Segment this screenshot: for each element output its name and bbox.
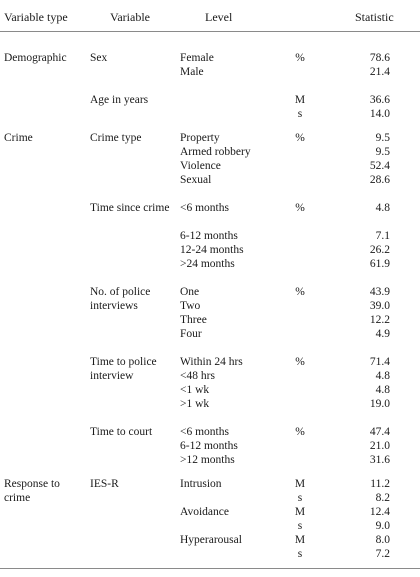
level-cell: Violence	[180, 160, 221, 172]
header-variable-type: Variable type	[4, 10, 68, 24]
variable-type-cell: Response to crime	[4, 478, 60, 504]
level-cell: 6-12 months	[180, 440, 238, 452]
statistic-type-cell: M	[294, 506, 306, 518]
level-cell: Property	[180, 132, 220, 144]
statistic-type-cell: M	[294, 94, 306, 106]
variable-cell: Crime type	[90, 132, 142, 144]
level-cell: 12-24 months	[180, 244, 244, 256]
statistic-value-cell: 71.4	[369, 356, 390, 368]
statistic-value-cell: 11.2	[370, 478, 390, 490]
statistic-value-cell: 7.2	[375, 548, 390, 560]
statistic-type-cell: s	[297, 548, 303, 560]
statistic-type-cell: M	[294, 534, 306, 546]
statistic-type-cell: %	[295, 52, 305, 64]
statistic-type-cell: %	[295, 426, 305, 438]
variable-cell: No. of police interviews	[90, 286, 151, 312]
level-cell: <6 months	[180, 426, 229, 438]
level-cell: >12 months	[180, 454, 235, 466]
header-statistic: Statistic	[355, 10, 394, 24]
variable-type-cell: Crime	[4, 132, 33, 144]
level-cell: Sexual	[180, 174, 212, 186]
statistic-value-cell: 21.0	[369, 440, 390, 452]
level-cell: <1 wk	[180, 384, 210, 396]
variable-cell: Time since crime	[90, 202, 170, 214]
statistic-type-cell: %	[295, 286, 305, 298]
statistic-value-cell: 4.9	[375, 328, 390, 340]
bottom-rule	[0, 568, 420, 569]
statistic-value-cell: 47.4	[369, 426, 390, 438]
level-cell: Intrusion	[180, 478, 222, 490]
statistic-value-cell: 14.0	[369, 108, 390, 120]
level-cell: Hyperarousal	[180, 534, 242, 546]
level-cell: One	[180, 286, 200, 298]
statistic-value-cell: 36.6	[369, 94, 390, 106]
statistic-value-cell: 26.2	[369, 244, 390, 256]
statistic-value-cell: 4.8	[375, 370, 390, 382]
level-cell: Armed robbery	[180, 146, 251, 158]
level-cell: >1 wk	[180, 398, 210, 410]
variable-cell: Sex	[90, 52, 108, 64]
statistic-value-cell: 12.4	[369, 506, 390, 518]
statistic-value-cell: 9.0	[375, 520, 390, 532]
variable-cell: Age in years	[90, 94, 149, 106]
variable-cell: IES-R	[90, 478, 119, 490]
statistic-type-cell: s	[297, 520, 303, 532]
statistic-type-cell: s	[297, 492, 303, 504]
level-cell: Four	[180, 328, 202, 340]
statistic-value-cell: 9.5	[375, 132, 390, 144]
statistic-value-cell: 39.0	[369, 300, 390, 312]
header-level: Level	[205, 10, 233, 24]
level-cell: 6-12 months	[180, 230, 238, 242]
statistic-value-cell: 31.6	[369, 454, 390, 466]
statistic-value-cell: 78.6	[369, 52, 390, 64]
statistic-value-cell: 28.6	[369, 174, 390, 186]
statistic-type-cell: %	[295, 356, 305, 368]
statistic-value-cell: 19.0	[369, 398, 390, 410]
header-rule	[0, 31, 420, 32]
statistic-type-cell: M	[294, 478, 306, 490]
level-cell: <48 hrs	[180, 370, 215, 382]
statistic-type-cell: %	[295, 202, 305, 214]
statistic-value-cell: 21.4	[369, 66, 390, 78]
statistic-value-cell: 4.8	[375, 202, 390, 214]
level-cell: Avoidance	[180, 506, 229, 518]
level-cell: Within 24 hrs	[180, 356, 243, 368]
statistic-value-cell: 8.2	[375, 492, 390, 504]
statistic-value-cell: 43.9	[369, 286, 390, 298]
statistic-value-cell: 4.8	[375, 384, 390, 396]
statistic-type-cell: s	[297, 108, 303, 120]
level-cell: Female	[180, 52, 214, 64]
header-variable: Variable	[110, 10, 150, 24]
level-cell: Three	[180, 314, 207, 326]
statistic-value-cell: 61.9	[369, 258, 390, 270]
statistic-type-cell: %	[295, 132, 305, 144]
statistic-value-cell: 12.2	[369, 314, 390, 326]
variable-cell: Time to police interview	[90, 356, 157, 382]
variable-type-cell: Demographic	[4, 52, 67, 64]
level-cell: Two	[180, 300, 201, 312]
statistic-value-cell: 7.1	[375, 230, 390, 242]
level-cell: <6 months	[180, 202, 229, 214]
statistic-value-cell: 52.4	[369, 160, 390, 172]
variable-cell: Time to court	[90, 426, 153, 438]
statistic-value-cell: 9.5	[375, 146, 390, 158]
level-cell: >24 months	[180, 258, 235, 270]
level-cell: Male	[180, 66, 204, 78]
statistic-value-cell: 8.0	[375, 534, 390, 546]
